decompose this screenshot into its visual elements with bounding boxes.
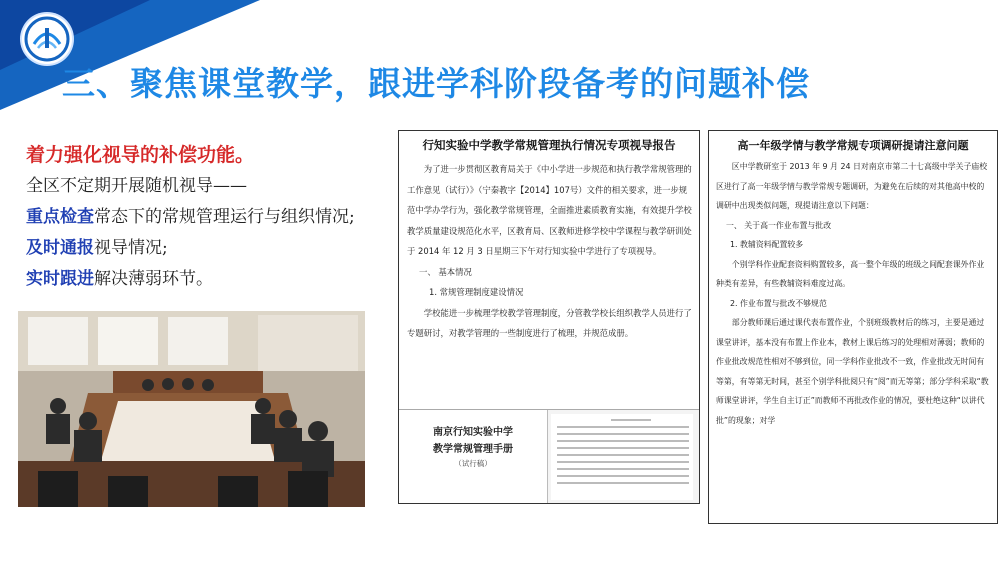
doc1-subheading: 1. 常规管理制度建设情况 — [429, 287, 524, 297]
line3-rest: 视导情况; — [94, 238, 168, 258]
toc-line — [557, 440, 689, 442]
line4-rest: 解决薄弱环节。 — [94, 269, 213, 289]
slide-title: 三、聚焦课堂教学，跟进学科阶段备考的问题补偿 — [62, 64, 810, 103]
left-heading: 着力强化视导的补偿功能。 — [26, 144, 255, 166]
school-logo — [22, 14, 72, 64]
doc1-title: 行知实验中学教学常规管理执行情况专项视导报告 — [422, 138, 676, 152]
toc-line — [557, 475, 689, 477]
doc2-subheading-2: 2. 作业布置与批改不够规范 — [730, 298, 827, 308]
left-line-2 — [26, 202, 396, 233]
left-line-1: 全区不定期开展随机视导—— — [26, 176, 247, 196]
left-line-4 — [26, 264, 396, 295]
doc2-body — [709, 153, 997, 430]
manual-table-of-contents — [551, 414, 693, 500]
toc-line — [557, 468, 689, 470]
cover-line-1: 南京行知实验中学 — [433, 427, 513, 438]
toc-line — [557, 461, 689, 463]
doc2-paragraph-1: 区中学教研室于 2013 年 9 月 24 日对南京市第二十七高级中学关子庙校区进行了高一年级学情与教学常规专题调研，为避免在后续的对其他高中校的调研中出现类似问题，现提请注意以下问题： — [716, 162, 988, 210]
line2-emphasis: 重点检查 — [26, 207, 94, 227]
cover-line-2: 教学常规管理手册 — [433, 444, 513, 455]
manual-cover — [399, 410, 548, 504]
left-text-block — [26, 140, 396, 295]
toc-line — [557, 454, 689, 456]
manual-booklet-image — [399, 409, 699, 504]
doc2-paragraph-3: 部分教师课后通过课代表布置作业，个别班级教材后的练习，主要是通过课堂讲评，基本没有布置上作业本，教材上课后练习的处理相对薄弱；教师的作业批改规范性相对不够到位，同一学科作业批改不一致，作业批改无时间有等第，有等第无时间，甚至个别学科批阅只有“阅”而无等第；部分学科采取“教师课堂讲评，学生自主订正”而教师不再批改作业的情况，要杜绝这种“以讲代批”的现象；对学 — [716, 318, 989, 425]
survey-notice-document — [708, 130, 998, 524]
doc2-paragraph-2: 个别学科作业配套资料购置较多，高一整个年级的班级之间配套课外作业种类有差异，有些教辅资料难度过高。 — [716, 259, 985, 288]
doc1-paragraph-1: 为了进一步贯彻区教育局关于《中小学进一步规范和执行教学常规管理的工作意见（试行）》（宁秦教字【2014】107号）文件的相关要求，进一步规范中学办学行为，强化教学常规管理，全面推进素质教育实施，有效提升学校教学质量建设规范化水平，区教育局、区教师进修学校中学课程与教学研训处于 2014 年 12 月 3 日星期三下午对行知实验中学进行了专项视导。 — [407, 164, 692, 256]
manual-cover-title — [399, 424, 547, 458]
line2-rest: 常态下的常规管理运行与组织情况; — [94, 207, 355, 227]
meeting-photo — [18, 311, 365, 507]
doc1-body — [399, 153, 699, 344]
toc-line — [557, 433, 689, 435]
toc-line — [557, 482, 689, 484]
inspection-report-document — [398, 130, 700, 504]
doc2-subheading-1: 1. 教辅资料配置较多 — [730, 240, 804, 249]
toc-heading-line — [611, 419, 651, 421]
doc1-paragraph-2: 学校能进一步梳理学校教学管理制度，分管教学校长组织教学人员进行了专题研讨，对教学管理的一些制度进行了梳理，并规范成册。 — [407, 307, 692, 338]
left-line-3 — [26, 233, 396, 264]
doc1-section-heading: 一、 基本情况 — [419, 266, 472, 277]
line3-emphasis: 及时通报 — [26, 238, 94, 258]
doc2-section-heading: 一、 关于高一作业布置与批改 — [726, 220, 832, 230]
doc2-title: 高一年级学情与教学常规专项调研提请注意问题 — [737, 139, 969, 152]
line4-emphasis: 实时跟进 — [26, 269, 94, 289]
toc-line — [557, 426, 689, 428]
cover-subtitle: （试行稿） — [454, 459, 492, 468]
toc-line — [557, 447, 689, 449]
